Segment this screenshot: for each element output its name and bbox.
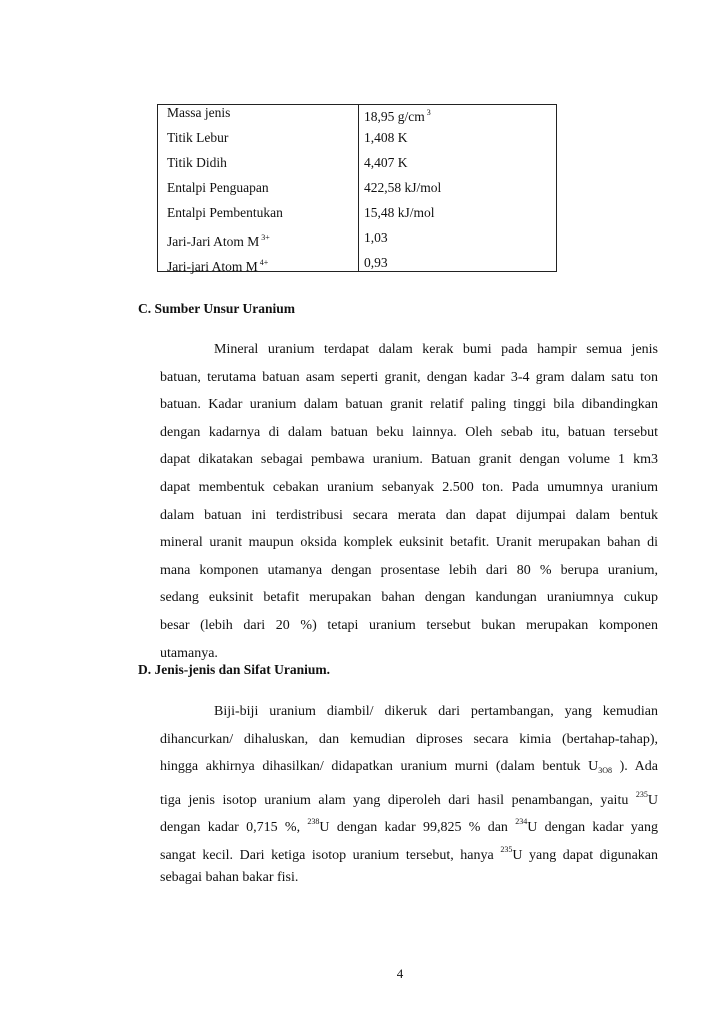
paragraph-line: dapat membentuk cebakan uranium sebanyak 2.500 ton. Pada umumnya uranium bbox=[160, 479, 658, 495]
table-label-cell: Massa jenis bbox=[167, 105, 231, 120]
table-label-cell: Titik Didih bbox=[167, 155, 227, 170]
paragraph-line: sedang euksinit betafit merupakan bahan dengan kandungan uraniumnya cukup bbox=[160, 590, 658, 606]
table-label-cell: Titik Lebur bbox=[167, 130, 229, 145]
paragraph-line: mineral uranit maupun oksida komplek euksinit betafit. Uranit merupakan bahan di bbox=[160, 535, 658, 551]
paragraph-line: hingga akhirnya dihasilkan/ didapatkan uranium murni (dalam bentuk $U_{3O8}$ ). Ada bbox=[160, 759, 658, 776]
formula-subscript: 3O8 bbox=[598, 766, 612, 776]
isotope-superscript: 238 bbox=[307, 817, 320, 827]
paragraph-line: Biji-biji uranium diambil/ dikeruk dari pertambangan, yang kemudian bbox=[214, 704, 658, 719]
paragraph-line: besar (lebih dari 20 %) tetapi uranium tersebut bukan merupakan komponen bbox=[160, 617, 658, 633]
table-value-cell: 422,58 kJ/mol bbox=[364, 180, 442, 195]
table-label-cell: Entalpi Penguapan bbox=[167, 180, 269, 195]
paragraph-line: dihancurkan/ dihaluskan, dan kemudian diproses secara kimia (bertahap-tahap), bbox=[160, 731, 658, 747]
table-value-cell: 0,93 bbox=[364, 255, 388, 270]
section-c-paragraph bbox=[160, 336, 658, 667]
table-label-cell: Jari-Jari Atom M $^{3+}$ bbox=[167, 233, 270, 249]
paragraph-line: batuan, terutama batuan asam seperti granit, dengan kadar 3-4 gram dalam satu ton bbox=[160, 369, 658, 385]
paragraph-line: sangat kecil. Dari ketiga isotop uranium tersebut, hanya $^{235}$U yang dapat digunakan bbox=[160, 844, 659, 863]
isotope-superscript: 235 bbox=[635, 789, 648, 799]
paragraph-line: dengan kadarnya di dalam batuan beku lainnya. Oleh sebab itu, batuan tersebut bbox=[160, 424, 658, 440]
paragraph-line: utamanya. bbox=[160, 645, 218, 661]
table-value-cell: 4,407 K bbox=[364, 155, 408, 170]
table-value-cell: 18,95 g/cm $^3$ bbox=[364, 108, 431, 124]
isotope-superscript: 235 bbox=[500, 844, 513, 854]
section-d-paragraph bbox=[160, 698, 658, 891]
paragraph-line: Mineral uranium terdapat dalam kerak bumi pada hampir semua jenis bbox=[214, 342, 658, 357]
table-label-cell: Entalpi Pembentukan bbox=[167, 205, 283, 220]
table-value-cell: 15,48 kJ/mol bbox=[364, 205, 435, 220]
section-d-heading: D. Jenis-jenis dan Sifat Uranium. bbox=[138, 662, 331, 677]
table-value-cell: 1,408 K bbox=[364, 130, 408, 145]
isotope-superscript: 234 bbox=[515, 817, 528, 827]
table-value-cell: 1,03 bbox=[364, 230, 388, 245]
paragraph-line: tiga jenis isotop uranium alam yang diperoleh dari hasil penambangan, yaitu $^{235}$U bbox=[160, 789, 658, 808]
page-number: 4 bbox=[396, 966, 404, 981]
paragraph-line: dalam batuan ini terdistribusi secara merata dan dapat dijumpai dalam bentuk bbox=[160, 507, 658, 523]
paragraph-line: dengan kadar 0,715 %, $^{238}$U dengan kadar 99,825 % dan $^{234}$U dengan kadar yang bbox=[160, 817, 659, 836]
paragraph-line: batuan. Kadar uranium dalam batuan granit relatif paling tinggi bila dibandingkan bbox=[160, 397, 658, 413]
paragraph-line: dapat dikatakan sebagai pembawa uranium. Batuan granit dengan volume 1 km3 bbox=[160, 452, 658, 468]
section-c-heading: C. Sumber Unsur Uranium bbox=[138, 301, 296, 316]
table-label-cell: Jari-jari Atom M $^{4+}$ bbox=[167, 258, 269, 274]
paragraph-line: sebagai bahan bakar fisi. bbox=[160, 869, 299, 885]
table-column-divider bbox=[358, 105, 359, 271]
paragraph-line: mana komponen utamanya dengan prosentase lebih dari 80 % berupa uranium, bbox=[160, 562, 658, 578]
